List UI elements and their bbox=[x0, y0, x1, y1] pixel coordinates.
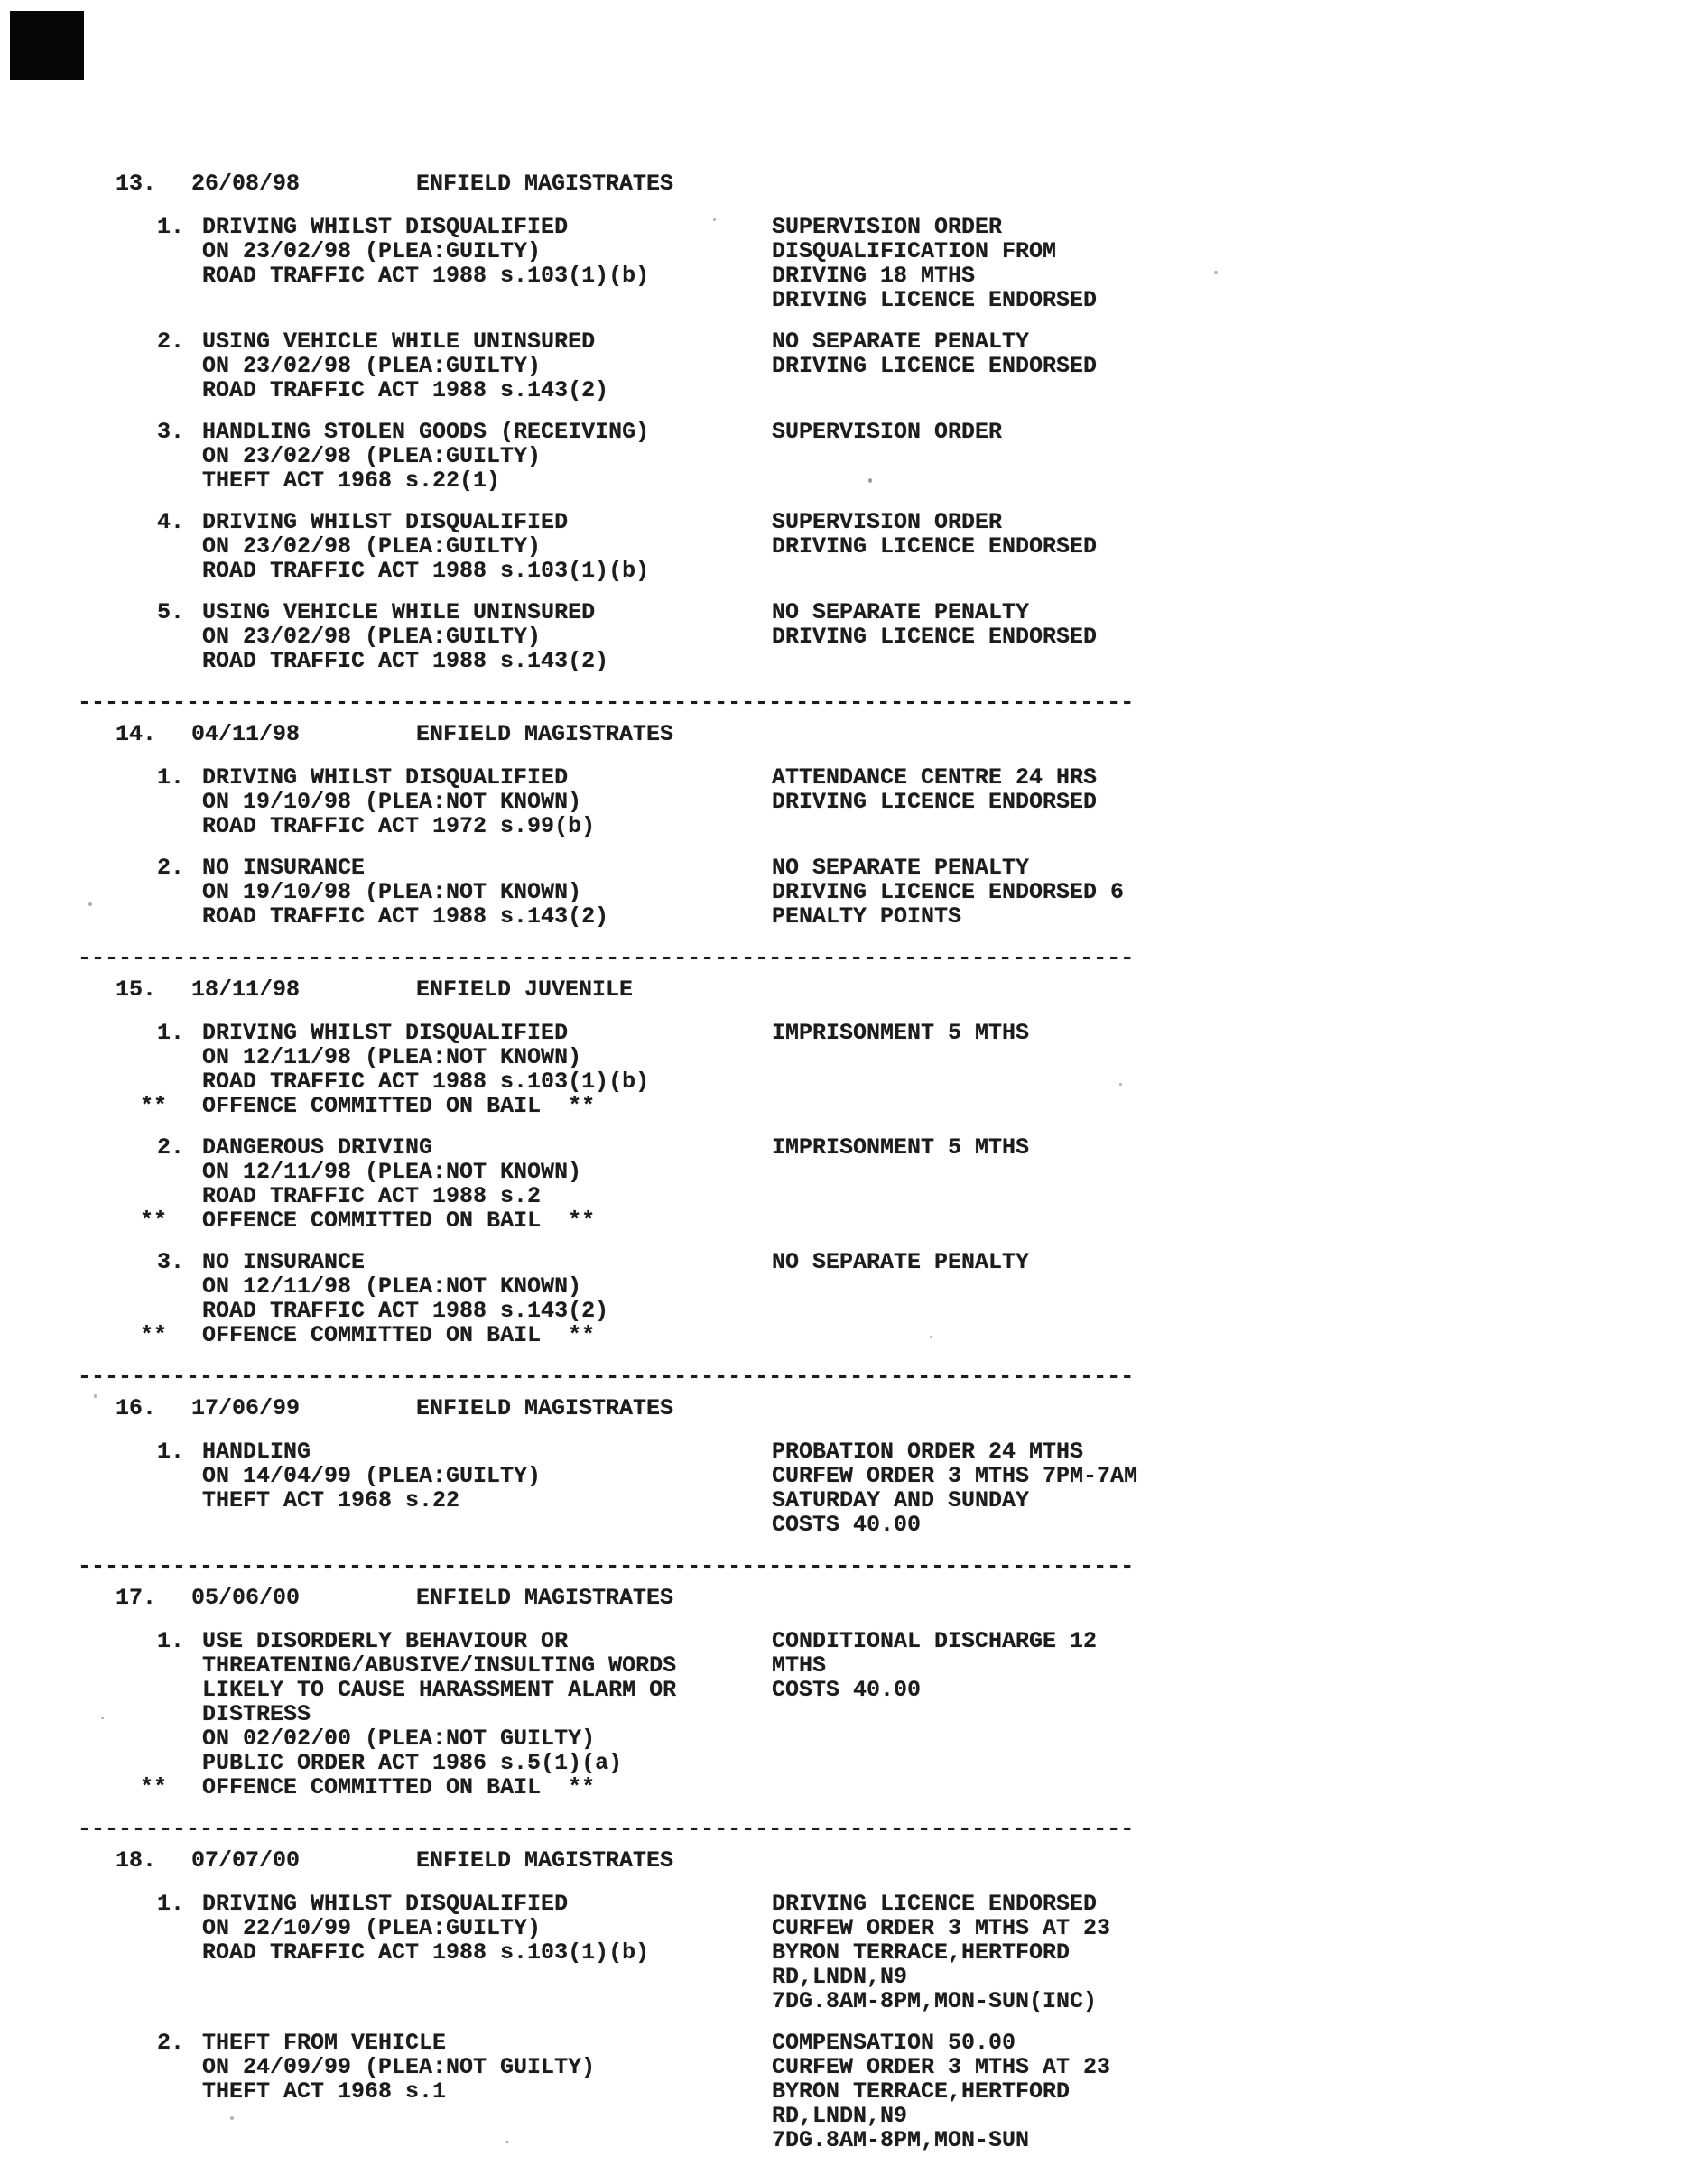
offence-number: 3. bbox=[157, 1249, 185, 1275]
entry-header bbox=[0, 1396, 1688, 1421]
hearing-date: 17/06/99 bbox=[191, 1395, 301, 1421]
offence-number: 5. bbox=[157, 599, 185, 625]
offence-line: THREATENING/ABUSIVE/INSULTING WORDS bbox=[202, 1652, 677, 1679]
offence-line: DANGEROUS DRIVING bbox=[202, 1134, 433, 1161]
offence-number: 1. bbox=[157, 214, 185, 240]
offence-line: DRIVING WHILST DISQUALIFIED bbox=[202, 764, 569, 791]
offence-item bbox=[0, 1892, 1688, 2013]
sentence-line: RD,LNDN,N9 bbox=[772, 2103, 908, 2129]
bail-note: OFFENCE COMMITTED ON BAIL ** bbox=[202, 1093, 596, 1119]
sentence-line: SUPERVISION ORDER bbox=[772, 509, 1003, 535]
sentence-line: DRIVING 18 MTHS bbox=[772, 263, 976, 289]
court-name: ENFIELD JUVENILE bbox=[416, 976, 634, 1003]
sentence-line: SUPERVISION ORDER bbox=[772, 419, 1003, 445]
offence-line: THEFT ACT 1968 s.22(1) bbox=[202, 467, 501, 494]
entry-number: 13. bbox=[116, 171, 157, 197]
offence-number: 1. bbox=[157, 764, 185, 791]
sentence-line: PENALTY POINTS bbox=[772, 903, 962, 930]
offence-line: LIKELY TO CAUSE HARASSMENT ALARM OR bbox=[202, 1677, 677, 1703]
sentence-details bbox=[772, 1629, 1688, 1775]
sentence-line: CONDITIONAL DISCHARGE 12 bbox=[772, 1628, 1098, 1654]
sentence-details bbox=[772, 1021, 1688, 1094]
offence-line: ON 23/02/98 (PLEA:GUILTY) bbox=[202, 353, 542, 379]
sentence-line: CURFEW ORDER 3 MTHS AT 23 bbox=[772, 1915, 1111, 1941]
sentence-details bbox=[772, 329, 1688, 403]
offence-details bbox=[202, 1135, 772, 1208]
bail-prefix: ** bbox=[140, 1774, 168, 1800]
sentence-line: BYRON TERRACE,HERTFORD bbox=[772, 2078, 1071, 2105]
sentence-line: COSTS 40.00 bbox=[772, 1512, 922, 1538]
offence-details bbox=[202, 1250, 772, 1323]
sentence-line: PROBATION ORDER 24 MTHS bbox=[772, 1439, 1084, 1465]
sentence-details bbox=[772, 420, 1688, 493]
court-appearance-entry bbox=[0, 977, 1688, 1347]
offence-number: 2. bbox=[157, 855, 185, 881]
offence-list bbox=[0, 1629, 1688, 1800]
bail-row bbox=[140, 1323, 1688, 1347]
entry-number: 17. bbox=[116, 1585, 157, 1611]
offence-list bbox=[0, 1892, 1688, 2152]
offence-line: ROAD TRAFFIC ACT 1988 s.103(1)(b) bbox=[202, 558, 650, 584]
sentence-line: IMPRISONMENT 5 MTHS bbox=[772, 1020, 1030, 1046]
court-name: ENFIELD MAGISTRATES bbox=[416, 171, 674, 197]
offence-item bbox=[0, 1629, 1688, 1800]
entry-number: 16. bbox=[116, 1395, 157, 1421]
offence-line: THEFT ACT 1968 s.22 bbox=[202, 1487, 460, 1513]
sentence-line: SATURDAY AND SUNDAY bbox=[772, 1487, 1030, 1513]
offence-line: ON 24/09/99 (PLEA:NOT GUILTY) bbox=[202, 2054, 596, 2080]
entry-header bbox=[0, 977, 1688, 1002]
court-appearance-entry bbox=[0, 1848, 1688, 2152]
bail-note: OFFENCE COMMITTED ON BAIL ** bbox=[202, 1322, 596, 1348]
offence-line: ON 14/04/99 (PLEA:GUILTY) bbox=[202, 1463, 542, 1489]
sentence-line: NO SEPARATE PENALTY bbox=[772, 599, 1030, 625]
sentence-line: NO SEPARATE PENALTY bbox=[772, 1249, 1030, 1275]
entry-number: 18. bbox=[116, 1847, 157, 1874]
sentence-line: DRIVING LICENCE ENDORSED bbox=[772, 533, 1098, 560]
offence-details bbox=[202, 765, 772, 838]
offence-line: PUBLIC ORDER ACT 1986 s.5(1)(a) bbox=[202, 1750, 623, 1776]
sentence-line: IMPRISONMENT 5 MTHS bbox=[772, 1134, 1030, 1161]
offence-line: ON 23/02/98 (PLEA:GUILTY) bbox=[202, 238, 542, 264]
hearing-date: 05/06/00 bbox=[191, 1585, 301, 1611]
court-name: ENFIELD MAGISTRATES bbox=[416, 721, 674, 747]
offence-item bbox=[0, 765, 1688, 838]
court-appearance-entry bbox=[0, 722, 1688, 929]
offence-item bbox=[0, 856, 1688, 929]
sentence-details bbox=[772, 1439, 1688, 1537]
offence-line: USING VEHICLE WHILE UNINSURED bbox=[202, 329, 596, 355]
offence-item bbox=[0, 215, 1688, 312]
offence-item bbox=[0, 1135, 1688, 1233]
offence-details bbox=[202, 1439, 772, 1537]
entry-header bbox=[0, 722, 1688, 746]
entry-number: 15. bbox=[116, 976, 157, 1003]
entry-header bbox=[0, 171, 1688, 196]
offence-line: NO INSURANCE bbox=[202, 855, 366, 881]
offence-line: ROAD TRAFFIC ACT 1988 s.143(2) bbox=[202, 1298, 609, 1324]
offence-number: 3. bbox=[157, 419, 185, 445]
sentence-line: BYRON TERRACE,HERTFORD bbox=[772, 1939, 1071, 1966]
offence-line: HANDLING STOLEN GOODS (RECEIVING) bbox=[202, 419, 650, 445]
sentence-details bbox=[772, 2031, 1688, 2152]
offence-line: THEFT FROM VEHICLE bbox=[202, 2030, 447, 2056]
bail-row bbox=[140, 1208, 1688, 1233]
sentence-details bbox=[772, 1135, 1688, 1208]
sentence-line: DRIVING LICENCE ENDORSED 6 bbox=[772, 879, 1125, 905]
sentence-line: COSTS 40.00 bbox=[772, 1677, 922, 1703]
dashed-separator: ------------------------------------------------------------------------------ bbox=[78, 1365, 1135, 1389]
dashed-separator: ------------------------------------------------------------------------------ bbox=[78, 1817, 1135, 1841]
offence-details bbox=[202, 510, 772, 583]
offence-item bbox=[0, 1021, 1688, 1118]
offence-list bbox=[0, 1021, 1688, 1347]
court-name: ENFIELD MAGISTRATES bbox=[416, 1585, 674, 1611]
offence-details bbox=[202, 856, 772, 929]
offence-line: USE DISORDERLY BEHAVIOUR OR bbox=[202, 1628, 569, 1654]
dashed-separator: ------------------------------------------------------------------------------ bbox=[78, 1554, 1135, 1578]
sentence-line: MTHS bbox=[772, 1652, 827, 1679]
offence-line: ROAD TRAFFIC ACT 1988 s.143(2) bbox=[202, 377, 609, 403]
offence-line: ON 22/10/99 (PLEA:GUILTY) bbox=[202, 1915, 542, 1941]
sentence-line: 7DG.8AM-8PM,MON-SUN bbox=[772, 2127, 1030, 2153]
offence-number: 2. bbox=[157, 1134, 185, 1161]
bail-row bbox=[140, 1094, 1688, 1118]
entry-header bbox=[0, 1848, 1688, 1873]
offence-line: ON 19/10/98 (PLEA:NOT KNOWN) bbox=[202, 789, 582, 815]
sentence-line: CURFEW ORDER 3 MTHS AT 23 bbox=[772, 2054, 1111, 2080]
offence-line: ON 23/02/98 (PLEA:GUILTY) bbox=[202, 443, 542, 469]
sentence-details bbox=[772, 600, 1688, 673]
bail-prefix: ** bbox=[140, 1093, 168, 1119]
offence-line: ON 23/02/98 (PLEA:GUILTY) bbox=[202, 533, 542, 560]
sentence-details bbox=[772, 1892, 1688, 2013]
sentence-details bbox=[772, 856, 1688, 929]
entry-number: 14. bbox=[116, 721, 157, 747]
sentence-line: SUPERVISION ORDER bbox=[772, 214, 1003, 240]
hearing-date: 07/07/00 bbox=[191, 1847, 301, 1874]
offence-details bbox=[202, 1021, 772, 1094]
sentence-line: DRIVING LICENCE ENDORSED bbox=[772, 624, 1098, 650]
bail-note: OFFENCE COMMITTED ON BAIL ** bbox=[202, 1774, 596, 1800]
offence-line: ON 19/10/98 (PLEA:NOT KNOWN) bbox=[202, 879, 582, 905]
offence-details bbox=[202, 420, 772, 493]
court-name: ENFIELD MAGISTRATES bbox=[416, 1847, 674, 1874]
offence-details bbox=[202, 329, 772, 403]
offence-line: ON 12/11/98 (PLEA:NOT KNOWN) bbox=[202, 1159, 582, 1185]
offence-number: 1. bbox=[157, 1439, 185, 1465]
offence-item bbox=[0, 600, 1688, 673]
offence-number: 1. bbox=[157, 1891, 185, 1917]
offence-line: DRIVING WHILST DISQUALIFIED bbox=[202, 1020, 569, 1046]
sentence-line: DRIVING LICENCE ENDORSED bbox=[772, 287, 1098, 313]
offence-line: ROAD TRAFFIC ACT 1988 s.143(2) bbox=[202, 903, 609, 930]
offence-details bbox=[202, 600, 772, 673]
bail-prefix: ** bbox=[140, 1322, 168, 1348]
offence-list bbox=[0, 1439, 1688, 1537]
offence-number: 1. bbox=[157, 1628, 185, 1654]
hearing-date: 04/11/98 bbox=[191, 721, 301, 747]
offence-list bbox=[0, 215, 1688, 673]
sentence-line: NO SEPARATE PENALTY bbox=[772, 329, 1030, 355]
offence-number: 1. bbox=[157, 1020, 185, 1046]
sentence-line: ATTENDANCE CENTRE 24 HRS bbox=[772, 764, 1098, 791]
sentence-line: 7DG.8AM-8PM,MON-SUN(INC) bbox=[772, 1988, 1098, 2014]
hearing-date: 18/11/98 bbox=[191, 976, 301, 1003]
sentence-line: RD,LNDN,N9 bbox=[772, 1964, 908, 1990]
offence-line: ROAD TRAFFIC ACT 1988 s.143(2) bbox=[202, 648, 609, 674]
offence-line: ROAD TRAFFIC ACT 1972 s.99(b) bbox=[202, 813, 596, 839]
offence-number: 4. bbox=[157, 509, 185, 535]
court-appearance-entry bbox=[0, 1586, 1688, 1800]
sentence-details bbox=[772, 510, 1688, 583]
offence-details bbox=[202, 2031, 772, 2152]
offence-line: DRIVING WHILST DISQUALIFIED bbox=[202, 214, 569, 240]
offence-line: DRIVING WHILST DISQUALIFIED bbox=[202, 1891, 569, 1917]
offence-line: USING VEHICLE WHILE UNINSURED bbox=[202, 599, 596, 625]
offence-line: ON 12/11/98 (PLEA:NOT KNOWN) bbox=[202, 1273, 582, 1300]
offence-details bbox=[202, 215, 772, 312]
offence-item bbox=[0, 1250, 1688, 1347]
offence-item bbox=[0, 329, 1688, 403]
hearing-date: 26/08/98 bbox=[191, 171, 301, 197]
offence-line: DRIVING WHILST DISQUALIFIED bbox=[202, 509, 569, 535]
court-appearance-entry bbox=[0, 171, 1688, 673]
dashed-separator: ------------------------------------------------------------------------------ bbox=[78, 690, 1135, 715]
offence-item bbox=[0, 510, 1688, 583]
sentence-line: CURFEW ORDER 3 MTHS 7PM-7AM bbox=[772, 1463, 1138, 1489]
sentence-line: DRIVING LICENCE ENDORSED bbox=[772, 353, 1098, 379]
sentence-line: DRIVING LICENCE ENDORSED bbox=[772, 789, 1098, 815]
offence-line: ROAD TRAFFIC ACT 1988 s.103(1)(b) bbox=[202, 1069, 650, 1095]
offence-line: NO INSURANCE bbox=[202, 1249, 366, 1275]
offence-line: ON 12/11/98 (PLEA:NOT KNOWN) bbox=[202, 1044, 582, 1070]
entry-header bbox=[0, 1586, 1688, 1610]
offence-list bbox=[0, 765, 1688, 929]
offence-item bbox=[0, 420, 1688, 493]
offence-line: ROAD TRAFFIC ACT 1988 s.103(1)(b) bbox=[202, 263, 650, 289]
sentence-line: DRIVING LICENCE ENDORSED bbox=[772, 1891, 1098, 1917]
offence-number: 2. bbox=[157, 2030, 185, 2056]
sentence-details bbox=[772, 765, 1688, 838]
sentence-line: DISQUALIFICATION FROM bbox=[772, 238, 1057, 264]
offence-line: DISTRESS bbox=[202, 1701, 311, 1727]
sentence-line: NO SEPARATE PENALTY bbox=[772, 855, 1030, 881]
court-name: ENFIELD MAGISTRATES bbox=[416, 1395, 674, 1421]
offence-line: THEFT ACT 1968 s.1 bbox=[202, 2078, 447, 2105]
court-appearance-entry bbox=[0, 1396, 1688, 1537]
offence-line: ROAD TRAFFIC ACT 1988 s.103(1)(b) bbox=[202, 1939, 650, 1966]
sentence-details bbox=[772, 215, 1688, 312]
offence-number: 2. bbox=[157, 329, 185, 355]
offence-line: ON 23/02/98 (PLEA:GUILTY) bbox=[202, 624, 542, 650]
bail-note: OFFENCE COMMITTED ON BAIL ** bbox=[202, 1208, 596, 1234]
bail-row bbox=[140, 1775, 1688, 1800]
sentence-line: COMPENSATION 50.00 bbox=[772, 2030, 1016, 2056]
offence-item bbox=[0, 1439, 1688, 1537]
bail-prefix: ** bbox=[140, 1208, 168, 1234]
offence-line: ROAD TRAFFIC ACT 1988 s.2 bbox=[202, 1183, 542, 1209]
offence-details bbox=[202, 1892, 772, 2013]
sentence-details bbox=[772, 1250, 1688, 1323]
offence-line: ON 02/02/00 (PLEA:NOT GUILTY) bbox=[202, 1726, 596, 1752]
offence-line: HANDLING bbox=[202, 1439, 311, 1465]
offence-details bbox=[202, 1629, 772, 1775]
offence-item bbox=[0, 2031, 1688, 2152]
dashed-separator: ------------------------------------------------------------------------------ bbox=[78, 946, 1135, 970]
